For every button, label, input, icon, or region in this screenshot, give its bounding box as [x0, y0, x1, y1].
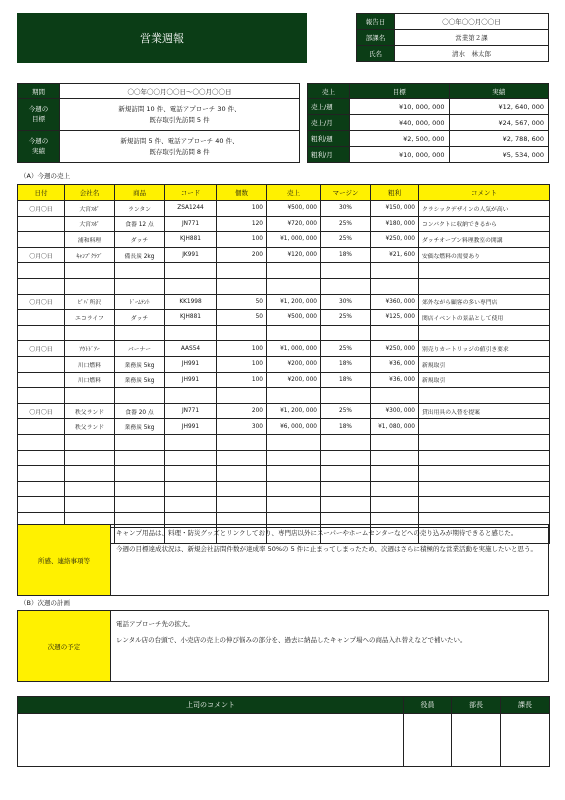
cell-comment[interactable] [419, 497, 550, 513]
cell-code[interactable] [165, 263, 217, 279]
cell-comment[interactable] [419, 278, 550, 294]
cell-product[interactable]: 業務炭 5kg [115, 419, 165, 435]
cell-margin[interactable]: 25% [321, 216, 371, 232]
cell-comment[interactable]: 郊外ながら顧客の多い専門店 [419, 294, 550, 310]
cell-margin[interactable]: 18% [321, 247, 371, 263]
cell-quantity[interactable] [217, 278, 267, 294]
cell-code[interactable]: JN771 [165, 216, 217, 232]
cell-margin[interactable] [321, 497, 371, 513]
cell-date[interactable] [18, 388, 65, 404]
table-row [18, 294, 550, 310]
cell-company[interactable]: 秩父ランド [65, 403, 115, 419]
cell-margin[interactable] [321, 481, 371, 497]
cell-margin[interactable] [321, 278, 371, 294]
cell-date[interactable]: 〇月〇日 [18, 403, 65, 419]
plan-paragraph-2: レンタル店の台頭で、小売店の売上の伸び悩みの部分を、過去に納品したキャンプ場への商品入れ替えなどで補いたい。 [116, 636, 467, 645]
cell-product[interactable] [115, 325, 165, 341]
cell-margin[interactable]: 30% [321, 294, 371, 310]
cell-quantity[interactable] [217, 263, 267, 279]
table-row [18, 232, 550, 248]
weekly-target-label: 今週の 目標 [18, 99, 60, 131]
table-row [18, 263, 550, 279]
cell-date[interactable] [18, 419, 65, 435]
cell-company[interactable] [65, 325, 115, 341]
notes-table [17, 524, 549, 596]
column-header-company: 会社名 [65, 185, 115, 201]
column-header-margin: マージン [321, 185, 371, 201]
column-header-sales: 売上 [267, 185, 321, 201]
cell-code[interactable] [165, 278, 217, 294]
cell-company[interactable]: 大宮ｽﾎﾟ [65, 216, 115, 232]
cell-comment[interactable] [419, 481, 550, 497]
period-label: 期間 [18, 84, 60, 99]
sales-summary-table [307, 83, 549, 163]
cell-company[interactable]: ｱｳﾄﾄﾞｱｰ [65, 341, 115, 357]
plan-label: 次週の予定 [18, 611, 111, 682]
cell-product[interactable] [115, 263, 165, 279]
cell-company[interactable]: 秩父ランド [65, 419, 115, 435]
division-manager-header: 部長 [452, 697, 501, 714]
cell-gross-profit[interactable]: ¥36, 000 [371, 356, 419, 372]
executive-header: 役員 [404, 697, 452, 714]
cell-sales[interactable] [267, 450, 321, 466]
cell-quantity[interactable] [217, 388, 267, 404]
cell-code[interactable] [165, 388, 217, 404]
column-header-product: 商品 [115, 185, 165, 201]
weekly-actual-label: 今週の 実績 [18, 131, 60, 163]
section-b-heading: （B）次週の計画 [20, 599, 70, 607]
cell-sales[interactable] [267, 325, 321, 341]
cell-gross-profit[interactable] [371, 263, 419, 279]
cell-comment[interactable] [419, 450, 550, 466]
cell-quantity[interactable]: 100 [217, 201, 267, 217]
department-label: 部課名 [357, 30, 395, 46]
cell-code[interactable] [165, 325, 217, 341]
cell-sales[interactable]: ¥1, 000, 000 [267, 341, 321, 357]
cell-quantity[interactable]: 100 [217, 356, 267, 372]
report-date-label: 報告日 [357, 14, 395, 30]
cell-gross-profit[interactable] [371, 434, 419, 450]
cell-date[interactable] [18, 372, 65, 388]
name-label: 氏名 [357, 46, 395, 62]
cell-quantity[interactable]: 50 [217, 294, 267, 310]
boss-comment-table [17, 696, 550, 767]
sales-row-label: 売上/月 [308, 115, 350, 131]
notes-paragraph-2: 今週の目標達成状況は、新規会社訪問件数が達成率 50%の 5 件に止まってしまったため、次週はさらに積極的な営業活動を実施したいと思う。 [116, 545, 538, 554]
cell-sales[interactable] [267, 497, 321, 513]
table-row [18, 481, 550, 497]
cell-date[interactable] [18, 278, 65, 294]
cell-company[interactable]: ﾋﾟﾊﾞ所沢 [65, 294, 115, 310]
plan-paragraph-1: 電話アプローチ先の拡大。 [116, 620, 194, 628]
column-header-gross-profit: 粗利 [371, 185, 419, 201]
cell-gross-profit[interactable]: ¥125, 000 [371, 310, 419, 326]
cell-date[interactable] [18, 481, 65, 497]
cell-quantity[interactable]: 200 [217, 247, 267, 263]
cell-margin[interactable] [321, 388, 371, 404]
table-row [18, 388, 550, 404]
cell-quantity[interactable] [217, 450, 267, 466]
cell-comment[interactable]: クラシックデザインの人気が高い [419, 201, 550, 217]
sales-row-target: ¥40, 000, 000 [350, 115, 450, 131]
table-row [18, 450, 550, 466]
notes-paragraph-1: キャンプ用品は、料理・防災グッズとリンクしており、専門店以外にスーパーやホームセンターなどへの売り込みが期待できると感じた。 [116, 529, 518, 537]
cell-margin[interactable]: 25% [321, 310, 371, 326]
cell-product[interactable]: 業務炭 5kg [115, 356, 165, 372]
cell-margin[interactable]: 18% [321, 356, 371, 372]
sales-row-actual: ¥5, 534, 000 [449, 147, 549, 163]
cell-date[interactable]: 〇月〇日 [18, 341, 65, 357]
cell-margin[interactable]: 25% [321, 341, 371, 357]
cell-code[interactable]: AAS54 [165, 341, 217, 357]
cell-gross-profit[interactable]: ¥300, 000 [371, 403, 419, 419]
cell-company[interactable]: 浦和料理 [65, 232, 115, 248]
cell-company[interactable] [65, 434, 115, 450]
cell-sales[interactable]: ¥500, 000 [267, 310, 321, 326]
sales-row-actual: ¥2, 788, 600 [449, 131, 549, 147]
cell-date[interactable] [18, 434, 65, 450]
sales-header-label: 売上 [308, 84, 350, 99]
cell-gross-profit[interactable] [371, 450, 419, 466]
cell-margin[interactable]: 18% [321, 372, 371, 388]
cell-date[interactable] [18, 310, 65, 326]
table-row [18, 372, 550, 388]
cell-quantity[interactable]: 200 [217, 403, 267, 419]
cell-date[interactable]: 〇月〇日 [18, 247, 65, 263]
cell-comment[interactable]: 別売りカートリッジの値引き要求 [419, 341, 550, 357]
page-title: 営業週報 [17, 13, 307, 63]
cell-gross-profit[interactable] [371, 388, 419, 404]
section-manager-header: 課長 [501, 697, 550, 714]
cell-comment[interactable]: 新規取引 [419, 372, 550, 388]
cell-code[interactable]: JH991 [165, 419, 217, 435]
cell-product[interactable]: ﾄﾞｰﾑﾃﾝﾄ [115, 294, 165, 310]
cell-gross-profit[interactable] [371, 278, 419, 294]
cell-product[interactable] [115, 450, 165, 466]
cell-comment[interactable] [419, 388, 550, 404]
cell-product[interactable] [115, 278, 165, 294]
cell-company[interactable]: 川口燃料 [65, 356, 115, 372]
cell-date[interactable] [18, 325, 65, 341]
cell-code[interactable]: KK1998 [165, 294, 217, 310]
cell-sales[interactable]: ¥200, 000 [267, 372, 321, 388]
sales-row-target: ¥2, 500, 000 [350, 131, 450, 147]
cell-margin[interactable] [321, 434, 371, 450]
cell-gross-profit[interactable]: ¥180, 000 [371, 216, 419, 232]
cell-quantity[interactable] [217, 481, 267, 497]
cell-quantity[interactable] [217, 466, 267, 482]
table-row [18, 466, 550, 482]
cell-company[interactable]: エコライフ [65, 310, 115, 326]
boss-comment-header: 上司のコメント [18, 697, 404, 714]
column-header-date: 日付 [18, 185, 65, 201]
cell-company[interactable] [65, 497, 115, 513]
cell-quantity[interactable]: 120 [217, 216, 267, 232]
cell-sales[interactable] [267, 263, 321, 279]
cell-sales[interactable]: ¥500, 000 [267, 201, 321, 217]
cell-gross-profit[interactable] [371, 481, 419, 497]
cell-date[interactable] [18, 466, 65, 482]
cell-code[interactable]: ZSA1244 [165, 201, 217, 217]
cell-gross-profit[interactable] [371, 466, 419, 482]
table-row [18, 341, 550, 357]
cell-comment[interactable] [419, 466, 550, 482]
cell-margin[interactable]: 25% [321, 232, 371, 248]
cell-sales[interactable] [267, 466, 321, 482]
table-row [18, 434, 550, 450]
cell-gross-profit[interactable]: ¥250, 000 [371, 232, 419, 248]
cell-margin[interactable] [321, 450, 371, 466]
period-value: 〇〇年〇〇月〇〇日～〇〇月〇〇日 [60, 84, 300, 99]
cell-gross-profit[interactable]: ¥150, 000 [371, 201, 419, 217]
cell-date[interactable] [18, 497, 65, 513]
cell-quantity[interactable] [217, 434, 267, 450]
cell-comment[interactable]: ダッチオーブン料理教室の開講 [419, 232, 550, 248]
column-header-quantity: 個数 [217, 185, 267, 201]
sales-row-target: ¥10, 000, 000 [350, 147, 450, 163]
cell-comment[interactable]: 安価な燃料の需要あり [419, 247, 550, 263]
cell-sales[interactable] [267, 481, 321, 497]
sales-header-actual: 実績 [449, 84, 549, 99]
cell-gross-profit[interactable]: ¥250, 000 [371, 341, 419, 357]
next-week-plan-table [17, 610, 549, 682]
cell-product[interactable] [115, 388, 165, 404]
cell-code[interactable] [165, 434, 217, 450]
table-row [18, 356, 550, 372]
cell-sales[interactable]: ¥1, 200, 000 [267, 294, 321, 310]
cell-gross-profit[interactable] [371, 497, 419, 513]
cell-margin[interactable]: 25% [321, 403, 371, 419]
sales-header-target: 目標 [350, 84, 450, 99]
cell-product[interactable]: 食器 20 点 [115, 403, 165, 419]
cell-product[interactable]: バーナー [115, 341, 165, 357]
report-info-table [356, 13, 549, 62]
cell-date[interactable] [18, 232, 65, 248]
column-header-code: コード [165, 185, 217, 201]
cell-product[interactable]: 食器 12 点 [115, 216, 165, 232]
weekly-actual-text: 新規訪問 5 件、電話アプローチ 40 件、 既存取引先訪問 8 件 [60, 131, 300, 163]
cell-gross-profit[interactable]: ¥21, 600 [371, 247, 419, 263]
table-row [18, 278, 550, 294]
cell-margin[interactable] [321, 263, 371, 279]
cell-gross-profit[interactable]: ¥360, 000 [371, 294, 419, 310]
cell-comment[interactable] [419, 419, 550, 435]
cell-code[interactable]: JH991 [165, 356, 217, 372]
cell-sales[interactable]: ¥200, 000 [267, 356, 321, 372]
table-row [18, 325, 550, 341]
cell-date[interactable]: 〇月〇日 [18, 294, 65, 310]
cell-code[interactable]: KJH881 [165, 232, 217, 248]
cell-date[interactable] [18, 216, 65, 232]
sales-row-label: 粗利/月 [308, 147, 350, 163]
cell-sales[interactable]: ¥720, 000 [267, 216, 321, 232]
cell-company[interactable] [65, 263, 115, 279]
cell-comment[interactable] [419, 325, 550, 341]
cell-quantity[interactable] [217, 497, 267, 513]
cell-date[interactable] [18, 450, 65, 466]
cell-product[interactable]: ランタン [115, 201, 165, 217]
cell-comment[interactable] [419, 434, 550, 450]
cell-comment[interactable]: 関店イベントの景品として使用 [419, 310, 550, 326]
cell-sales[interactable]: ¥1, 000, 000 [267, 232, 321, 248]
cell-quantity[interactable]: 100 [217, 372, 267, 388]
table-row [18, 419, 550, 435]
table-row [18, 201, 550, 217]
table-row [18, 247, 550, 263]
cell-code[interactable] [165, 466, 217, 482]
cell-quantity[interactable]: 50 [217, 310, 267, 326]
cell-sales[interactable]: ¥120, 000 [267, 247, 321, 263]
cell-quantity[interactable]: 100 [217, 232, 267, 248]
report-date-value: 〇〇年〇〇月〇〇日 [395, 14, 549, 30]
cell-code[interactable] [165, 481, 217, 497]
cell-product[interactable]: ダッチ [115, 232, 165, 248]
cell-gross-profit[interactable]: ¥1, 080, 000 [371, 419, 419, 435]
cell-product[interactable] [115, 434, 165, 450]
cell-product[interactable]: 業務炭 5kg [115, 372, 165, 388]
cell-code[interactable]: JN771 [165, 403, 217, 419]
department-value: 営業第２課 [395, 30, 549, 46]
cell-sales[interactable] [267, 434, 321, 450]
table-row [18, 216, 550, 232]
sales-row-actual: ¥24, 567, 000 [449, 115, 549, 131]
sales-row-target: ¥10, 000, 000 [350, 99, 450, 115]
cell-product[interactable]: 備長炭 2kg [115, 247, 165, 263]
cell-code[interactable] [165, 497, 217, 513]
weekly-target-text: 新規訪問 10 件、電話アプローチ 30 件、 既存取引先訪問 5 件 [60, 99, 300, 131]
cell-company[interactable] [65, 388, 115, 404]
sales-row-label: 粗利/週 [308, 131, 350, 147]
cell-company[interactable] [65, 481, 115, 497]
cell-date[interactable]: 〇月〇日 [18, 201, 65, 217]
cell-product[interactable]: ダッチ [115, 310, 165, 326]
cell-quantity[interactable]: 100 [217, 341, 267, 357]
section-manager-stamp-field[interactable] [501, 714, 550, 767]
cell-company[interactable] [65, 278, 115, 294]
sales-row-actual: ¥12, 640, 000 [449, 99, 549, 115]
column-header-comment: コメント [419, 185, 550, 201]
table-row [18, 310, 550, 326]
cell-company[interactable]: 川口燃料 [65, 372, 115, 388]
cell-code[interactable]: JH991 [165, 372, 217, 388]
cell-date[interactable] [18, 263, 65, 279]
cell-company[interactable]: ｷｬﾝﾌﾟｸﾗﾌﾞ [65, 247, 115, 263]
cell-product[interactable] [115, 481, 165, 497]
cell-code[interactable]: JK991 [165, 247, 217, 263]
cell-sales[interactable]: ¥1, 200, 000 [267, 403, 321, 419]
cell-comment[interactable] [419, 263, 550, 279]
cell-sales[interactable]: ¥6, 000, 000 [267, 419, 321, 435]
table-row [18, 497, 550, 513]
cell-gross-profit[interactable]: ¥36, 000 [371, 372, 419, 388]
notes-label: 所感、連絡事項等 [18, 525, 111, 596]
cell-company[interactable] [65, 466, 115, 482]
cell-product[interactable] [115, 497, 165, 513]
cell-sales[interactable] [267, 388, 321, 404]
cell-date[interactable] [18, 356, 65, 372]
cell-company[interactable]: 大宮ｽﾎﾟ [65, 201, 115, 217]
cell-sales[interactable] [267, 278, 321, 294]
cell-margin[interactable]: 18% [321, 419, 371, 435]
cell-gross-profit[interactable] [371, 325, 419, 341]
cell-quantity[interactable] [217, 325, 267, 341]
cell-company[interactable] [65, 450, 115, 466]
cell-code[interactable]: KJH881 [165, 310, 217, 326]
cell-comment[interactable]: 貸出用具の入替を提案 [419, 403, 550, 419]
cell-code[interactable] [165, 450, 217, 466]
cell-margin[interactable] [321, 466, 371, 482]
cell-margin[interactable]: 30% [321, 201, 371, 217]
division-manager-stamp-field[interactable] [452, 714, 501, 767]
cell-margin[interactable] [321, 325, 371, 341]
executive-stamp-field[interactable] [404, 714, 452, 767]
cell-comment[interactable]: コンパクトに収納できるから [419, 216, 550, 232]
section-a-heading: （A）今週の売上 [20, 172, 70, 180]
cell-comment[interactable]: 新規取引 [419, 356, 550, 372]
cell-quantity[interactable]: 300 [217, 419, 267, 435]
period-table [17, 83, 300, 163]
weekly-sales-table [17, 184, 550, 544]
cell-product[interactable] [115, 466, 165, 482]
sales-row-label: 売上/週 [308, 99, 350, 115]
name-value: 清水 林太郎 [395, 46, 549, 62]
boss-comment-field[interactable] [18, 714, 404, 767]
table-row [18, 403, 550, 419]
